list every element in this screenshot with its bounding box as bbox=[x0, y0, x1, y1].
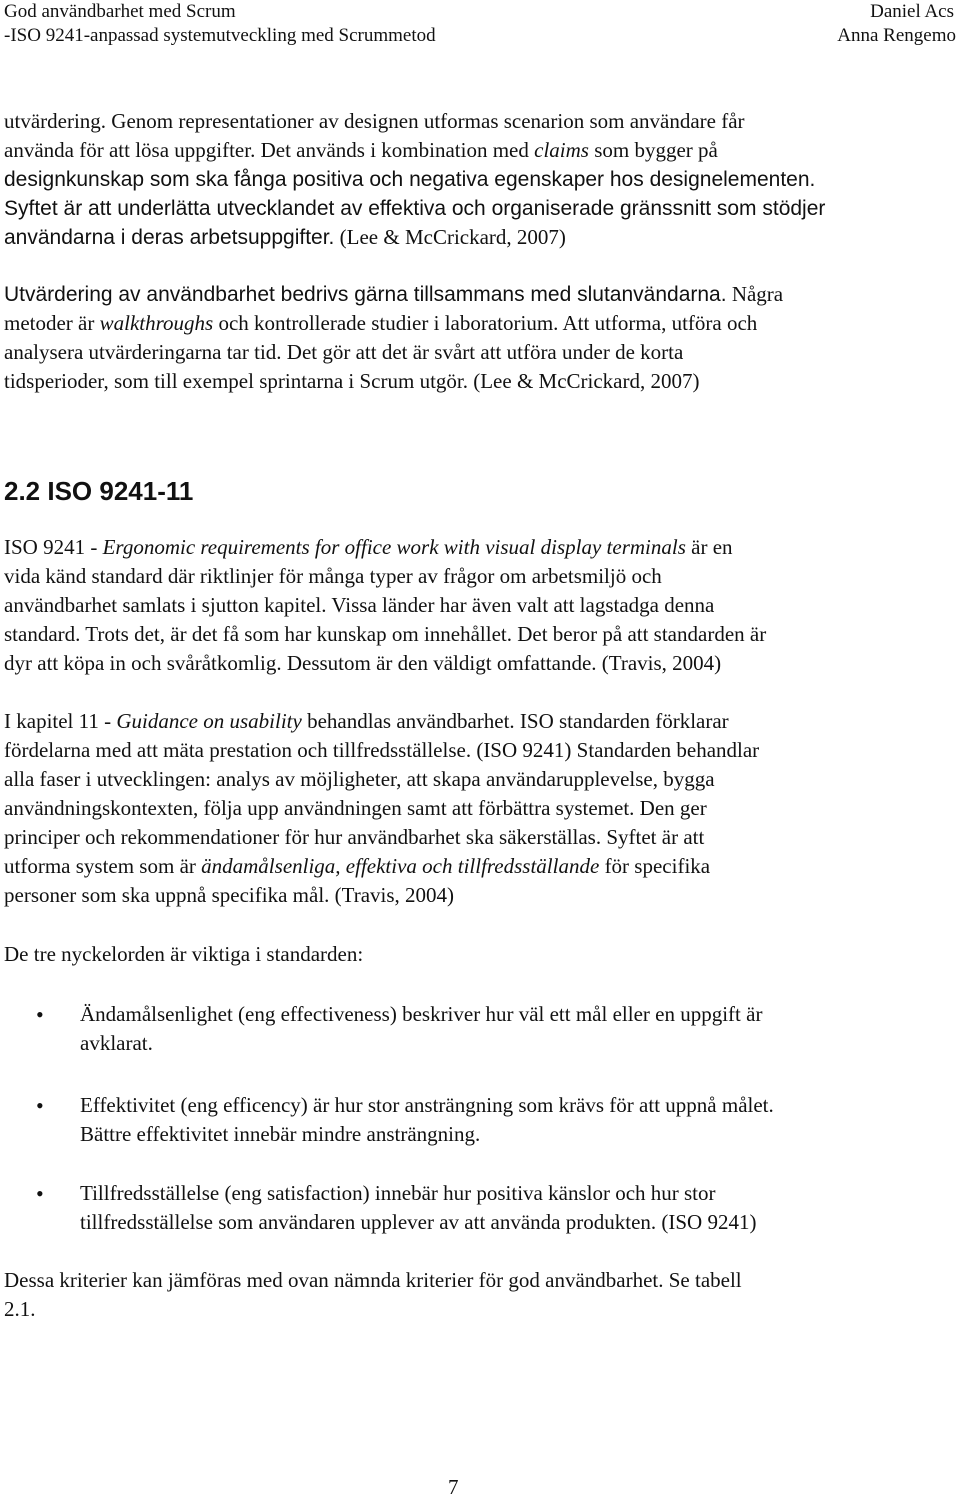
text-line: användbarhet samlats i sjutton kapitel. Vissa länder har även valt att lagstadga denna bbox=[4, 593, 715, 617]
text-line: Utvärdering av användbarhet bedrivs gärna tillsammans med slutanvändarna. Några bbox=[4, 282, 784, 306]
text-line: Effektivitet (eng efficency) är hur stor ansträngning som krävs för att uppnå målet. bbox=[80, 1093, 774, 1117]
text-line: vida känd standard där riktlinjer för många typer av frågor om arbetsmiljö och bbox=[4, 564, 662, 588]
text-line: Ändamålsenlighet (eng effectiveness) beskriver hur väl ett mål eller en uppgift är bbox=[80, 1002, 763, 1026]
paragraph-iso-9241-intro bbox=[4, 533, 944, 678]
emphasis-standard-title: Ergonomic requirements for office work with visual display terminals bbox=[102, 535, 686, 559]
text-line: Bättre effektivitet innebär mindre ansträngning. bbox=[80, 1122, 481, 1146]
text-line: avklarat. bbox=[80, 1031, 153, 1055]
text-line: dyr att köpa in och svåråtkomlig. Dessutom är den väldigt omfattande. (Travis, 2004) bbox=[4, 651, 722, 675]
text-line: De tre nyckelorden är viktiga i standarden: bbox=[4, 942, 364, 966]
text-line: Dessa kriterier kan jämföras med ovan nämnda kriterier för god användbarhet. Se tabell bbox=[4, 1268, 742, 1292]
bullet-marker: • bbox=[36, 1002, 44, 1027]
text-line: Tillfredsställelse (eng satisfaction) innebär hur positiva känslor och hur stor bbox=[80, 1181, 716, 1205]
text-line: användarna i deras arbetsuppgifter. (Lee & McCrickard, 2007) bbox=[4, 225, 566, 249]
text-line: designkunskap som ska fånga positiva och negativa egenskaper hos designelementen. bbox=[4, 168, 816, 191]
page-number: 7 bbox=[448, 1475, 459, 1499]
text-line: tidsperioder, som till exempel sprintarna i Scrum utgör. (Lee & McCrickard, 2007) bbox=[4, 369, 700, 393]
paragraph-keywords-intro bbox=[4, 940, 944, 969]
text-line: alla faser i utvecklingen: analys av möjligheter, att skapa användarupplevelse, bygga bbox=[4, 767, 715, 791]
section-heading: 2.2 ISO 9241-11 bbox=[4, 476, 194, 506]
text-line: ISO 9241 - Ergonomic requirements for office work with visual display terminals är en bbox=[4, 535, 733, 559]
header-title: God användbarhet med Scrum bbox=[4, 1, 236, 22]
paragraph-chapter-11 bbox=[4, 707, 944, 910]
text-line: använda för att lösa uppgifter. Det används i kombination med claims som bygger på bbox=[4, 138, 718, 162]
text-line: utforma system som är ändamålsenliga, effektiva och tillfredsställande för specifika bbox=[4, 854, 711, 878]
text-line: användningskontexten, följa upp användningen samt att förbättra systemet. Den ger bbox=[4, 796, 707, 820]
paragraph-criteria-comparison bbox=[4, 1266, 944, 1324]
header-author-2: Anna Rengemo bbox=[837, 25, 956, 46]
emphasis-keywords: ändamålsenliga, effektiva och tillfredsställande bbox=[201, 854, 600, 878]
paragraph-usability-evaluation bbox=[4, 280, 944, 396]
text-line: utvärdering. Genom representationer av designen utformas scenarion som användare får bbox=[4, 109, 745, 133]
text-line: personer som ska uppnå specifika mål. (Travis, 2004) bbox=[4, 883, 455, 907]
text-line: metoder är walkthroughs och kontrollerade studier i laboratorium. Att utforma, utföra och bbox=[4, 311, 758, 335]
text-line: standard. Trots det, är det få som har kunskap om innehållet. Det beror på att standarden är bbox=[4, 622, 767, 646]
text-line: analysera utvärderingarna tar tid. Det gör att det är svårt att utföra under de korta bbox=[4, 340, 684, 364]
text-line: tillfredsställelse som användaren upplever av att använda produkten. (ISO 9241) bbox=[80, 1210, 757, 1234]
header-author-1: Daniel Acs bbox=[870, 1, 954, 22]
text-line: principer och rekommendationer för hur användbarhet ska säkerställas. Syftet är att bbox=[4, 825, 705, 849]
text-line: 2.1. bbox=[4, 1297, 36, 1321]
emphasis-walkthroughs: walkthroughs bbox=[99, 311, 214, 335]
header-subtitle: -ISO 9241-anpassad systemutveckling med Scrummetod bbox=[4, 25, 436, 46]
bullet-marker: • bbox=[36, 1181, 44, 1206]
paragraph-scenario-design bbox=[4, 107, 944, 252]
bullet-marker: • bbox=[36, 1093, 44, 1118]
text-line: Syftet är att underlätta utvecklandet av effektiva och organiserade gränssnitt som stödjer bbox=[4, 197, 826, 220]
text-line: I kapitel 11 - Guidance on usability behandlas användbarhet. ISO standarden förklarar bbox=[4, 709, 729, 733]
text-line: fördelarna med att mäta prestation och tillfredsställelse. (ISO 9241) Standarden behandlar bbox=[4, 738, 760, 762]
emphasis-guidance: Guidance on usability bbox=[116, 709, 302, 733]
emphasis-claims: claims bbox=[534, 138, 589, 162]
